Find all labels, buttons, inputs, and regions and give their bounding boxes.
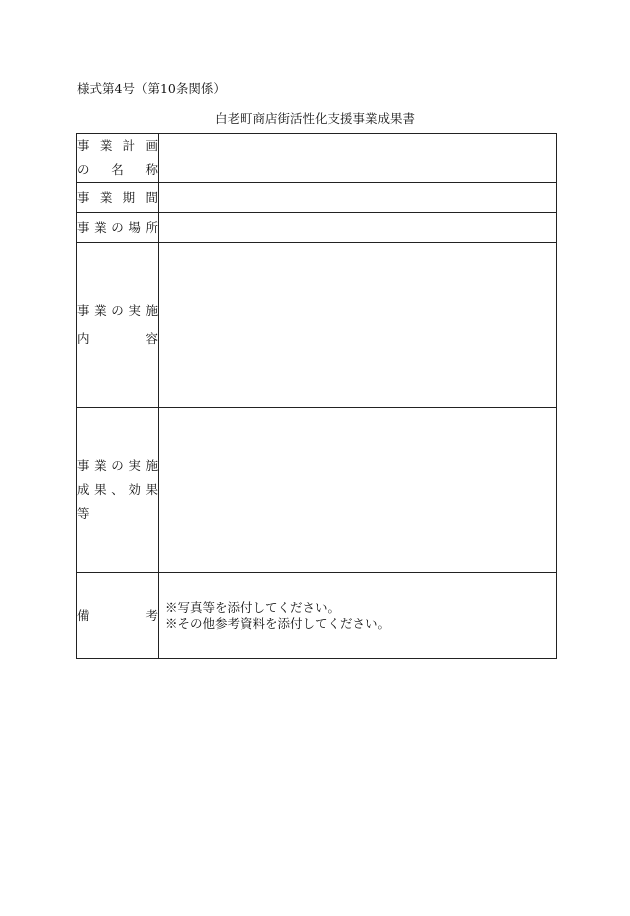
label-cell-project-location — [77, 213, 159, 243]
label-text: 事業の実施 — [77, 303, 158, 318]
label-text: 備 考 — [77, 607, 158, 623]
label-cell-project-period — [77, 183, 159, 213]
label-cell-project-name — [77, 134, 159, 183]
label-text: 事業の場所 — [77, 219, 158, 235]
label-cell-remarks — [77, 573, 159, 659]
label-text: 事業期間 — [77, 189, 158, 205]
remarks-notes — [159, 599, 556, 632]
label-cell-project-results — [77, 408, 159, 573]
project-location-field[interactable] — [159, 213, 557, 243]
project-results-field[interactable] — [159, 408, 557, 573]
label-text: 成果、効果 — [77, 482, 158, 497]
label-text: 等 — [77, 506, 90, 521]
label-cell-project-content — [77, 243, 159, 408]
table-row-project-content — [77, 243, 557, 408]
form-number: 様式第4号（第10条関係） — [77, 81, 226, 96]
label-text: 事業の実施 — [77, 458, 158, 473]
label-text: 事業計画 — [77, 138, 158, 153]
table-row-project-period — [77, 183, 557, 213]
project-name-field[interactable] — [159, 134, 557, 183]
note-attach-references: ※その他参考資料を添付してください。 — [165, 616, 391, 631]
table-row-project-location — [77, 213, 557, 243]
label-text: の 名 称 — [77, 162, 158, 177]
table-row-project-name — [77, 134, 557, 183]
label-text: 内 容 — [77, 331, 158, 346]
document-title: 白老町商店街活性化支援事業成果書 — [214, 111, 415, 126]
remarks-field[interactable] — [159, 573, 557, 659]
report-form-table — [76, 133, 557, 659]
note-attach-photos: ※写真等を添付してください。 — [165, 600, 341, 615]
project-content-field[interactable] — [159, 243, 557, 408]
project-period-field[interactable] — [159, 183, 557, 213]
table-row-project-results — [77, 408, 557, 573]
table-row-remarks — [77, 573, 557, 659]
